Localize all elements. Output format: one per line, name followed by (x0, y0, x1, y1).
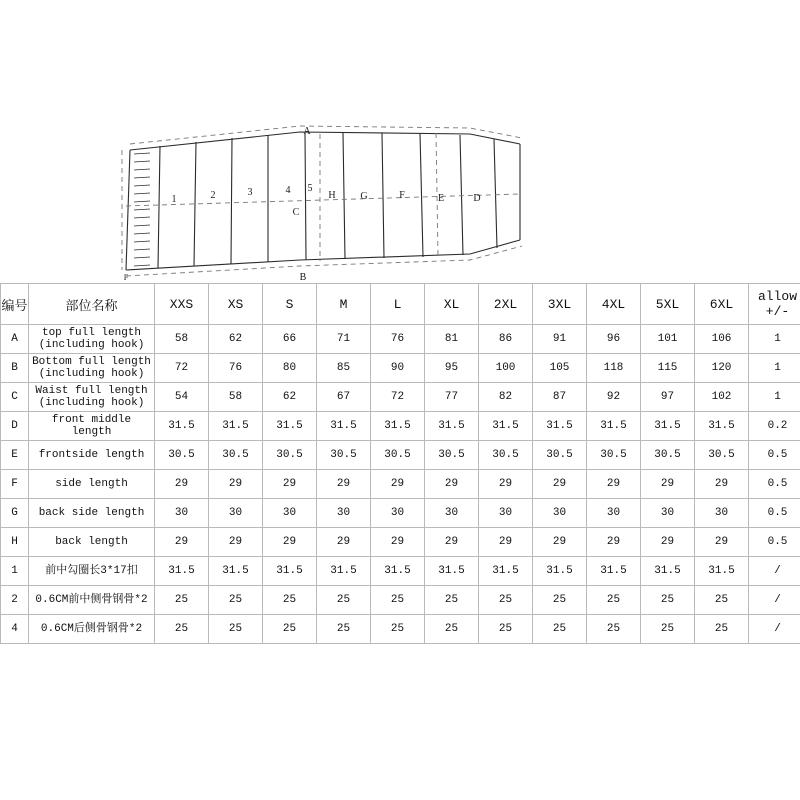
cell-allowance: 1 (749, 325, 800, 354)
cell-value: 30 (533, 499, 587, 528)
header-part-name: 部位名称 (29, 284, 155, 325)
cell-value: 31.5 (317, 412, 371, 441)
cell-value: 31.5 (479, 557, 533, 586)
diagram-label-A: A (303, 126, 311, 137)
cell-value: 86 (479, 325, 533, 354)
cell-value: 30.5 (479, 441, 533, 470)
cell-value: 29 (209, 528, 263, 557)
row-code: H (1, 528, 29, 557)
row-code: A (1, 325, 29, 354)
cell-value: 30 (155, 499, 209, 528)
header-code: 编号 (1, 284, 29, 325)
header-size-3xl: 3XL (533, 284, 587, 325)
cell-value: 25 (479, 615, 533, 644)
cell-value: 30.5 (371, 441, 425, 470)
cell-value: 31.5 (425, 412, 479, 441)
cell-value: 101 (641, 325, 695, 354)
row-part-name: 前中勾圈长3*17扣 (29, 557, 155, 586)
header-size-xl: XL (425, 284, 479, 325)
cell-value: 29 (479, 528, 533, 557)
row-part-name (29, 325, 155, 354)
cell-value: 25 (533, 615, 587, 644)
cell-value: 118 (587, 354, 641, 383)
cell-value: 106 (695, 325, 749, 354)
cell-allowance: 0.5 (749, 499, 800, 528)
cell-value: 25 (371, 615, 425, 644)
row-part-line2: (including hook) (38, 368, 145, 380)
cell-value: 30 (209, 499, 263, 528)
cell-allowance: / (749, 586, 800, 615)
cell-value: 25 (641, 615, 695, 644)
cell-value: 25 (155, 615, 209, 644)
table-row (1, 470, 800, 499)
cell-value: 31.5 (317, 557, 371, 586)
cell-value: 66 (263, 325, 317, 354)
cell-value: 29 (263, 470, 317, 499)
cell-value: 71 (317, 325, 371, 354)
row-part-name: back length (29, 528, 155, 557)
cell-value: 31.5 (371, 557, 425, 586)
row-code: 2 (1, 586, 29, 615)
table-row (1, 499, 800, 528)
cell-value: 25 (425, 615, 479, 644)
cell-allowance: 1 (749, 354, 800, 383)
cell-value: 25 (479, 586, 533, 615)
cell-value: 100 (479, 354, 533, 383)
cell-value: 31.5 (263, 557, 317, 586)
header-size-xs: XS (209, 284, 263, 325)
cell-value: 29 (695, 528, 749, 557)
row-code: 1 (1, 557, 29, 586)
cell-value: 72 (371, 383, 425, 412)
cell-value: 25 (263, 615, 317, 644)
cell-allowance: 1 (749, 383, 800, 412)
cell-value: 31.5 (533, 412, 587, 441)
table-row (1, 528, 800, 557)
row-part-line1: top full length (41, 327, 142, 339)
header-size-l: L (371, 284, 425, 325)
row-part-line2: (including hook) (38, 339, 145, 351)
cell-value: 30.5 (317, 441, 371, 470)
row-part-name (29, 383, 155, 412)
cell-value: 29 (317, 528, 371, 557)
diagram-label-B: B (299, 272, 307, 283)
row-code: G (1, 499, 29, 528)
cell-value: 30 (317, 499, 371, 528)
cell-value: 29 (641, 528, 695, 557)
cell-value: 25 (155, 586, 209, 615)
cell-value: 31.5 (155, 557, 209, 586)
header-allowance (749, 284, 800, 325)
cell-value: 25 (641, 586, 695, 615)
cell-value: 82 (479, 383, 533, 412)
row-code: C (1, 383, 29, 412)
cell-value: 77 (425, 383, 479, 412)
cell-value: 29 (425, 528, 479, 557)
cell-value: 30.5 (533, 441, 587, 470)
header-size-m: M (317, 284, 371, 325)
measurement-table (0, 283, 800, 644)
cell-value: 29 (641, 470, 695, 499)
cell-value: 25 (533, 586, 587, 615)
row-code: E (1, 441, 29, 470)
cell-value: 31.5 (587, 412, 641, 441)
row-code: D (1, 412, 29, 441)
cell-value: 31.5 (587, 557, 641, 586)
cell-value: 31.5 (641, 412, 695, 441)
header-size-4xl: 4XL (587, 284, 641, 325)
cell-allowance: / (749, 557, 800, 586)
cell-value: 54 (155, 383, 209, 412)
cell-value: 25 (587, 615, 641, 644)
diagram-label-3: 3 (247, 187, 253, 198)
cell-value: 29 (371, 528, 425, 557)
diagram-label-C: C (292, 207, 300, 218)
cell-value: 31.5 (695, 412, 749, 441)
cell-value: 29 (695, 470, 749, 499)
cell-value: 29 (425, 470, 479, 499)
cell-value: 96 (587, 325, 641, 354)
table-row (1, 441, 800, 470)
row-part-name: back side length (29, 499, 155, 528)
cell-value: 91 (533, 325, 587, 354)
cell-value: 120 (695, 354, 749, 383)
cell-value: 25 (695, 586, 749, 615)
cell-value: 29 (533, 528, 587, 557)
cell-allowance: 0.5 (749, 470, 800, 499)
cell-value: 25 (371, 586, 425, 615)
cell-value: 31.5 (209, 557, 263, 586)
cell-value: 67 (317, 383, 371, 412)
header-size-5xl: 5XL (641, 284, 695, 325)
row-part-name: side length (29, 470, 155, 499)
cell-value: 30.5 (155, 441, 209, 470)
table-row (1, 557, 800, 586)
cell-value: 80 (263, 354, 317, 383)
cell-value: 25 (263, 586, 317, 615)
header-size-2xl: 2XL (479, 284, 533, 325)
cell-value: 30 (425, 499, 479, 528)
row-part-line1: Waist full length (35, 385, 148, 397)
cell-value: 95 (425, 354, 479, 383)
cell-value: 85 (317, 354, 371, 383)
cell-value: 25 (317, 586, 371, 615)
table-row (1, 586, 800, 615)
row-part-name: front middle length (29, 412, 155, 441)
cell-value: 29 (587, 470, 641, 499)
row-part-line2: (including hook) (38, 397, 145, 409)
cell-allowance: 0.2 (749, 412, 800, 441)
diagram-label-1: 1 (171, 194, 177, 205)
diagram-label-5: 5 (307, 183, 313, 194)
cell-value: 31.5 (263, 412, 317, 441)
table-row (1, 383, 800, 412)
header-allowance-line2: +/- (765, 304, 790, 319)
cell-value: 29 (317, 470, 371, 499)
table-row (1, 354, 800, 383)
table-row (1, 615, 800, 644)
cell-value: 30 (371, 499, 425, 528)
cell-value: 25 (209, 615, 263, 644)
row-code: B (1, 354, 29, 383)
cell-value: 92 (587, 383, 641, 412)
diagram-label-G: G (360, 191, 368, 202)
cell-value: 105 (533, 354, 587, 383)
diagram-label-E: E (437, 193, 445, 204)
cell-value: 87 (533, 383, 587, 412)
cell-value: 30.5 (695, 441, 749, 470)
cell-value: 29 (263, 528, 317, 557)
cell-value: 29 (587, 528, 641, 557)
cell-value: 30 (479, 499, 533, 528)
table-row (1, 325, 800, 354)
cell-value: 25 (317, 615, 371, 644)
cell-value: 29 (155, 470, 209, 499)
row-part-name (29, 354, 155, 383)
cell-value: 29 (155, 528, 209, 557)
pattern-sketch-svg (0, 120, 800, 283)
cell-value: 31.5 (209, 412, 263, 441)
cell-value: 58 (155, 325, 209, 354)
cell-allowance: 0.5 (749, 441, 800, 470)
row-part-name: frontside length (29, 441, 155, 470)
header-allowance-line1: allow (757, 289, 797, 304)
diagram-label-H: H (328, 190, 336, 201)
diagram-label-D: D (473, 193, 481, 204)
cell-value: 76 (209, 354, 263, 383)
cell-value: 29 (371, 470, 425, 499)
cell-value: 31.5 (641, 557, 695, 586)
cell-allowance: 0.5 (749, 528, 800, 557)
header-size-s: S (263, 284, 317, 325)
cell-value: 72 (155, 354, 209, 383)
diagram-label-2: 2 (210, 190, 216, 201)
row-part-name: 0.6CM前中侧骨钢骨*2 (29, 586, 155, 615)
row-code: F (1, 470, 29, 499)
cell-value: 30.5 (263, 441, 317, 470)
cell-value: 62 (209, 325, 263, 354)
cell-allowance: / (749, 615, 800, 644)
cell-value: 31.5 (695, 557, 749, 586)
cell-value: 76 (371, 325, 425, 354)
garment-pattern-diagram (0, 120, 800, 283)
cell-value: 25 (587, 586, 641, 615)
cell-value: 31.5 (425, 557, 479, 586)
cell-value: 29 (533, 470, 587, 499)
cell-value: 29 (479, 470, 533, 499)
diagram-label-F: F (399, 190, 405, 201)
diagram-label-4: 4 (285, 185, 291, 196)
cell-value: 31.5 (533, 557, 587, 586)
cell-value: 25 (425, 586, 479, 615)
cell-value: 29 (209, 470, 263, 499)
cell-value: 30 (695, 499, 749, 528)
row-part-line1: Bottom full length (32, 356, 151, 368)
cell-value: 58 (209, 383, 263, 412)
cell-value: 31.5 (371, 412, 425, 441)
header-size-6xl: 6XL (695, 284, 749, 325)
cell-value: 30 (263, 499, 317, 528)
cell-value: 30 (641, 499, 695, 528)
cell-value: 102 (695, 383, 749, 412)
header-size-xxs: XXS (155, 284, 209, 325)
table-row (1, 412, 800, 441)
diagram-corner-mark: F (123, 273, 129, 282)
cell-value: 31.5 (479, 412, 533, 441)
cell-value: 81 (425, 325, 479, 354)
cell-value: 97 (641, 383, 695, 412)
cell-value: 25 (209, 586, 263, 615)
cell-value: 62 (263, 383, 317, 412)
row-part-name: 0.6CM后侧骨钢骨*2 (29, 615, 155, 644)
cell-value: 90 (371, 354, 425, 383)
cell-value: 30.5 (587, 441, 641, 470)
cell-value: 30 (587, 499, 641, 528)
cell-value: 31.5 (155, 412, 209, 441)
cell-value: 115 (641, 354, 695, 383)
cell-value: 30.5 (425, 441, 479, 470)
row-code: 4 (1, 615, 29, 644)
cell-value: 30.5 (641, 441, 695, 470)
cell-value: 25 (695, 615, 749, 644)
table-header-row (1, 284, 800, 325)
cell-value: 30.5 (209, 441, 263, 470)
